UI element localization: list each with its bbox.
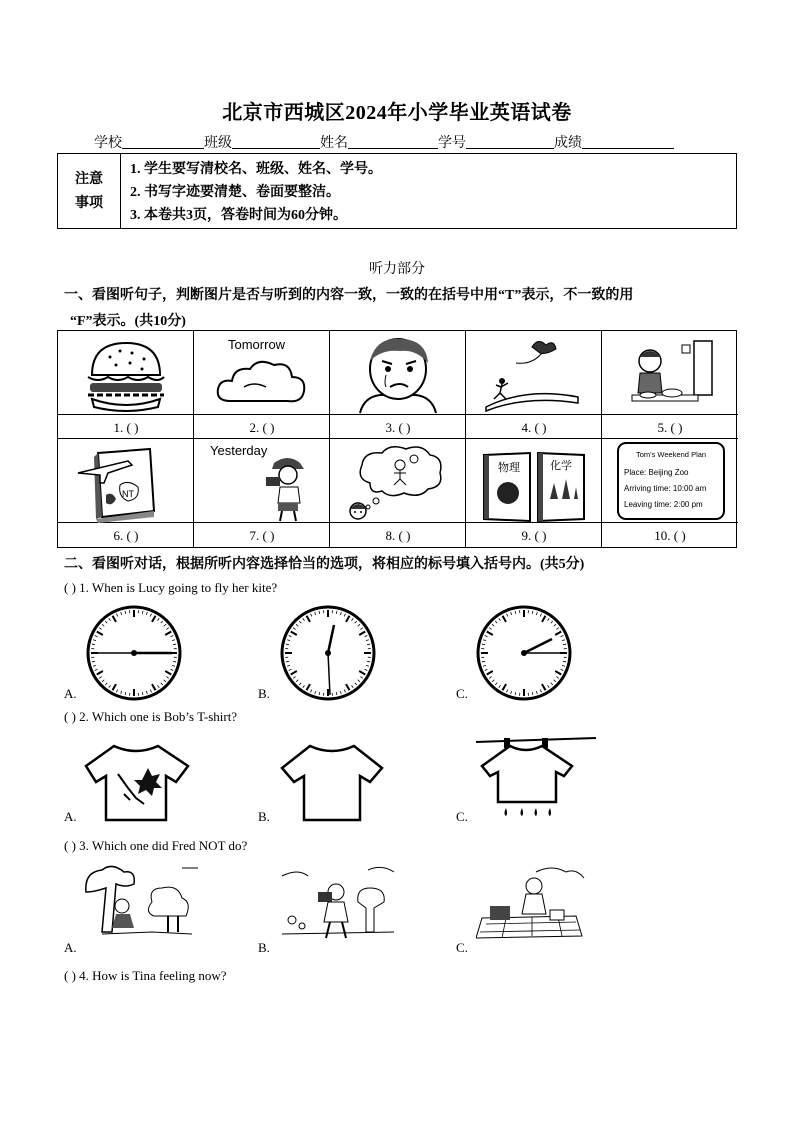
notice-box (57, 153, 737, 229)
clock-b[interactable] (278, 603, 378, 708)
answer-label-7: 7. ( ) (249, 528, 275, 543)
picture-cell-4 (466, 331, 602, 415)
score-blank[interactable] (582, 134, 674, 149)
option-2b[interactable]: B. (258, 809, 270, 824)
picture-cell-5 (602, 331, 738, 415)
class-label: 班级 (204, 136, 232, 151)
number-blank[interactable] (466, 134, 554, 149)
answer-label-8: 8. ( ) (385, 528, 411, 543)
question-4: ( ) 4. How is Tina feeling now? (64, 968, 227, 983)
option-2c[interactable]: C. (456, 809, 468, 824)
option-1c[interactable]: C. (456, 686, 468, 701)
answer-cell-6[interactable] (58, 523, 194, 547)
answer-label-1: 1. ( ) (113, 420, 139, 435)
tshirt-a-icon (84, 742, 190, 822)
book-physics-label: 物理 (498, 461, 520, 474)
school-label: 学校 (94, 136, 122, 151)
question-1: ( ) 1. When is Lucy going to fly her kite? (64, 580, 278, 595)
plan-title: Tom's Weekend Plan (636, 450, 707, 459)
name-label: 姓名 (320, 136, 348, 151)
plan-leave: Leaving time: 2:00 pm (624, 500, 703, 509)
option-3c[interactable]: C. (456, 940, 468, 955)
class-blank[interactable] (232, 134, 320, 149)
notice-heading-line1: 注意 (75, 172, 103, 187)
clock-c-icon (474, 603, 574, 703)
answer-label-2: 2. ( ) (249, 420, 275, 435)
answer-label-5: 5. ( ) (657, 420, 683, 435)
number-label: 学号 (438, 136, 466, 151)
hamburger-icon (58, 331, 194, 415)
picture-cell-1 (58, 331, 194, 415)
score-label: 成绩 (554, 136, 582, 151)
crying-boy-icon (330, 331, 466, 415)
notice-item: 1. 学生要写清校名、班级、姓名、学号。 (130, 162, 382, 177)
book-chemistry-label: 化学 (550, 459, 572, 472)
clock-b-icon (278, 603, 378, 703)
student-info-line (94, 132, 674, 152)
picture-cell-3 (330, 331, 466, 415)
answer-cell-8[interactable] (330, 523, 466, 547)
part1-instruction-line1: 一、看图听句子，判断图片是否与听到的内容一致，一致的在括号中用“T”表示，不一致的用 (64, 288, 634, 303)
option-2a[interactable]: A. (64, 809, 77, 824)
notice-heading (58, 154, 121, 228)
answer-label-3: 3. ( ) (385, 420, 411, 435)
question-3: ( ) 3. Which one did Fred NOT do? (64, 838, 248, 853)
taking-photo-icon (278, 862, 398, 942)
answer-cell-1[interactable] (58, 415, 194, 439)
plan-place: Place: Beijing Zoo (624, 468, 689, 477)
name-blank[interactable] (348, 134, 438, 149)
activity-c[interactable] (476, 862, 586, 947)
part1-instruction-line2: “F”表示。(共10分) (70, 314, 186, 329)
activity-a[interactable] (82, 862, 202, 947)
dream-bubble-icon (330, 439, 466, 523)
picnic-icon (476, 862, 586, 942)
picture-cell-10 (602, 439, 738, 523)
boy-eating-icon (602, 331, 738, 415)
yesterday-label: Yesterday (210, 443, 268, 458)
answer-cell-10[interactable] (602, 523, 738, 547)
clock-c[interactable] (474, 603, 574, 708)
cloud-icon (194, 331, 330, 415)
option-3b[interactable]: B. (258, 940, 270, 955)
kite-runner-icon (466, 331, 602, 415)
exam-title: 北京市西城区2024年小学毕业英语试卷 (222, 102, 572, 124)
picture-cell-9 (466, 439, 602, 523)
school-blank[interactable] (122, 134, 204, 149)
listening-section-title: 听力部分 (369, 262, 425, 277)
notice-heading-line2: 事项 (75, 196, 103, 211)
picture-cell-2 (194, 331, 330, 415)
picture-cell-7 (194, 439, 330, 523)
clock-a[interactable] (84, 603, 184, 708)
tshirt-c-icon (476, 736, 598, 820)
book-plane-icon (58, 439, 194, 523)
answer-cell-4[interactable] (466, 415, 602, 439)
plan-card-icon (602, 439, 738, 523)
answer-cell-7[interactable] (194, 523, 330, 547)
reading-under-tree-icon (82, 862, 202, 942)
answer-label-6: 6. ( ) (113, 528, 139, 543)
tshirt-b-icon (280, 742, 386, 822)
notice-item: 3. 本卷共3页，答卷时间为60分钟。 (130, 208, 347, 223)
plan-arrive: Arriving time: 10:00 am (624, 484, 707, 493)
picture-grid (57, 330, 737, 548)
answer-label-9: 9. ( ) (521, 528, 547, 543)
tshirt-a[interactable] (84, 742, 190, 827)
answer-label-4: 4. ( ) (521, 420, 547, 435)
part1-instruction (64, 283, 744, 335)
question-2: ( ) 2. Which one is Bob’s T-shirt? (64, 709, 238, 724)
answer-cell-2[interactable] (194, 415, 330, 439)
svg-text:NT: NT (122, 489, 134, 499)
part2-instruction: 二、看图听对话，根据所听内容选择恰当的选项，将相应的标号填入括号内。(共5分) (64, 557, 585, 572)
notice-items (130, 158, 382, 227)
boy-taking-photo-icon (194, 439, 330, 523)
answer-cell-3[interactable] (330, 415, 466, 439)
answer-cell-9[interactable] (466, 523, 602, 547)
picture-cell-8 (330, 439, 466, 523)
answer-label-10: 10. ( ) (654, 528, 686, 543)
activity-b[interactable] (278, 862, 398, 947)
option-1a[interactable]: A. (64, 686, 77, 701)
picture-cell-6 (58, 439, 194, 523)
tshirt-c[interactable] (476, 736, 598, 825)
clock-a-icon (84, 603, 184, 703)
option-3a[interactable]: A. (64, 940, 77, 955)
tomorrow-label: Tomorrow (228, 337, 286, 352)
tshirt-b[interactable] (280, 742, 386, 827)
notice-item: 2. 书写字迹要清楚、卷面要整洁。 (130, 185, 340, 200)
books-icon (466, 439, 602, 523)
option-1b[interactable]: B. (258, 686, 270, 701)
answer-cell-5[interactable] (602, 415, 738, 439)
